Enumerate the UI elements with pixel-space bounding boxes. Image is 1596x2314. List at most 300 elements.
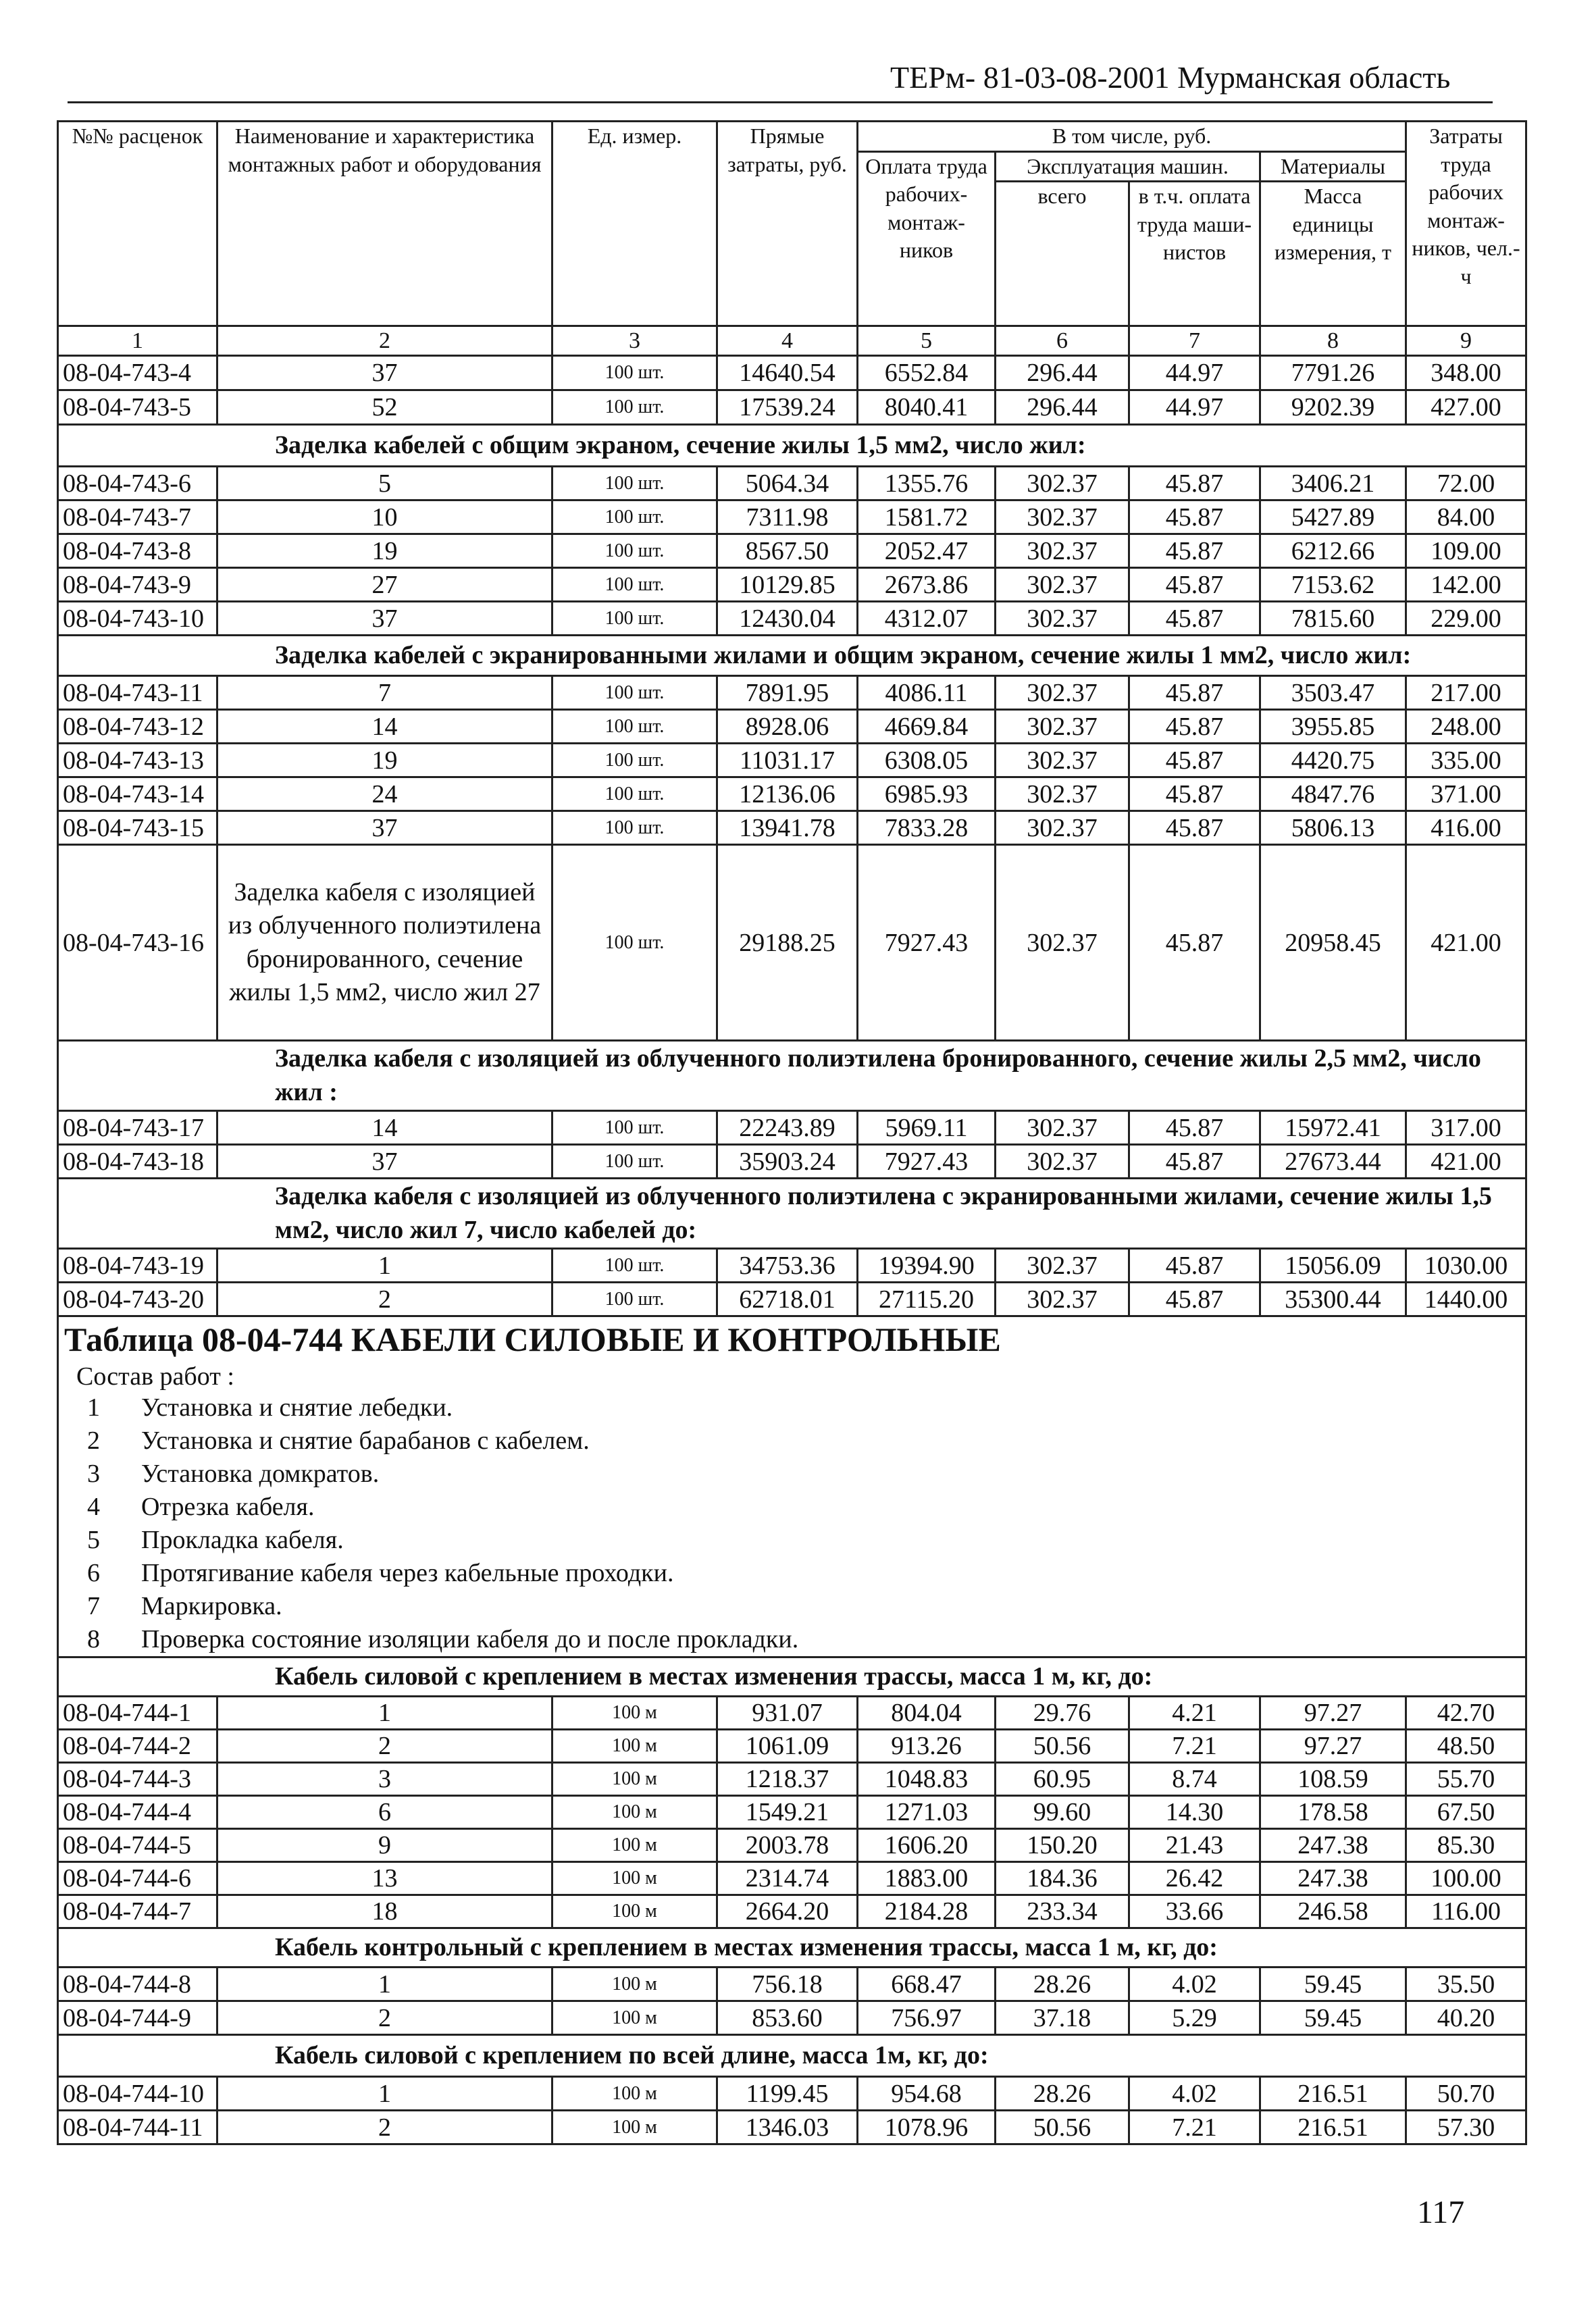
rate-code: 08-04-743-19 xyxy=(58,1249,217,1283)
labor-hours: 142.00 xyxy=(1406,568,1526,602)
materials-cost: 7791.26 xyxy=(1260,356,1406,390)
labor-hours: 50.70 xyxy=(1406,2077,1526,2111)
col-index: 3 xyxy=(552,326,717,356)
col-labor-header: Оплата труда рабочих-монтаж-ников xyxy=(858,151,996,326)
unit: 100 шт. xyxy=(552,356,717,390)
machinist-labor-cost: 8.74 xyxy=(1129,1763,1260,1796)
direct-cost: 35903.24 xyxy=(717,1145,858,1179)
materials-cost: 97.27 xyxy=(1260,1730,1406,1763)
machine-cost: 29.76 xyxy=(996,1697,1129,1730)
rate-code: 08-04-743-11 xyxy=(58,676,217,710)
materials-cost: 216.51 xyxy=(1260,2111,1406,2144)
table-row xyxy=(58,777,1526,811)
materials-cost: 35300.44 xyxy=(1260,1283,1406,1316)
machinist-labor-cost: 7.21 xyxy=(1129,1730,1260,1763)
section-title: Кабель силовой с креплением в местах изменения трассы, масса 1 м, кг, до: xyxy=(58,1657,1526,1697)
section-title: Заделка кабеля с изоляцией из облученного полиэтилена с экранированными жилами, сечение жилы 1,5 мм2, число жил 7, число кабелей до: xyxy=(58,1179,1526,1249)
work-description: 37 xyxy=(217,356,552,390)
materials-cost: 59.45 xyxy=(1260,1968,1406,2001)
table-row xyxy=(58,602,1526,636)
machinist-labor-cost: 26.42 xyxy=(1129,1862,1260,1895)
labor-cost: 913.26 xyxy=(858,1730,996,1763)
machinist-labor-cost: 45.87 xyxy=(1129,1111,1260,1145)
unit: 100 шт. xyxy=(552,500,717,534)
unit: 100 шт. xyxy=(552,390,717,425)
labor-hours: 42.70 xyxy=(1406,1697,1526,1730)
col-mass-header: Масса единицы измерения, т xyxy=(1260,182,1406,326)
work-description: 1 xyxy=(217,1697,552,1730)
section-title: Заделка кабеля с изоляцией из облученного полиэтилена бронированного, сечение жилы 2,5 мм2, число жил : xyxy=(58,1041,1526,1111)
col-index: 6 xyxy=(996,326,1129,356)
machine-cost: 302.37 xyxy=(996,676,1129,710)
machine-cost: 302.37 xyxy=(996,1145,1129,1179)
rate-code: 08-04-743-10 xyxy=(58,602,217,636)
labor-hours: 229.00 xyxy=(1406,602,1526,636)
materials-cost: 4420.75 xyxy=(1260,744,1406,777)
work-step-number: 8 xyxy=(87,1625,100,1654)
table-row xyxy=(58,1730,1526,1763)
section-title: Кабель контрольный с креплением в местах изменения трассы, масса 1 м, кг, до: xyxy=(58,1928,1526,1968)
work-description: 37 xyxy=(217,1145,552,1179)
work-description: 2 xyxy=(217,1283,552,1316)
labor-cost: 954.68 xyxy=(858,2077,996,2111)
materials-cost: 4847.76 xyxy=(1260,777,1406,811)
labor-cost: 8040.41 xyxy=(858,390,996,425)
work-step-number: 6 xyxy=(87,1559,100,1588)
unit: 100 м xyxy=(552,1730,717,1763)
table-row xyxy=(58,390,1526,425)
materials-cost: 27673.44 xyxy=(1260,1145,1406,1179)
labor-hours: 317.00 xyxy=(1406,1111,1526,1145)
machine-cost: 302.37 xyxy=(996,1283,1129,1316)
work-description: 27 xyxy=(217,568,552,602)
unit: 100 м xyxy=(552,1763,717,1796)
work-step xyxy=(59,1391,1525,1424)
direct-cost: 2664.20 xyxy=(717,1895,858,1928)
materials-cost: 59.45 xyxy=(1260,2001,1406,2035)
col-hours-header: Затраты труда рабочих монтаж-ников, чел.-ч xyxy=(1406,122,1526,326)
work-description: 14 xyxy=(217,710,552,744)
labor-cost: 4086.11 xyxy=(858,676,996,710)
labor-hours: 248.00 xyxy=(1406,710,1526,744)
rate-code: 08-04-744-11 xyxy=(58,2111,217,2144)
table-row xyxy=(58,2077,1526,2111)
materials-cost: 247.38 xyxy=(1260,1829,1406,1862)
materials-cost: 15972.41 xyxy=(1260,1111,1406,1145)
unit: 100 шт. xyxy=(552,777,717,811)
rate-code: 08-04-744-2 xyxy=(58,1730,217,1763)
work-description: 9 xyxy=(217,1829,552,1862)
unit: 100 м xyxy=(552,1796,717,1829)
direct-cost: 2314.74 xyxy=(717,1862,858,1895)
col-code-header: №№ расценок xyxy=(58,122,217,326)
work-step-number: 5 xyxy=(87,1526,100,1555)
header-row xyxy=(58,122,1526,152)
section-row xyxy=(58,2035,1526,2077)
col-machines-header: Эксплуатация машин. xyxy=(996,151,1260,182)
header-rule xyxy=(68,101,1493,103)
materials-cost: 20958.45 xyxy=(1260,845,1406,1041)
rate-code: 08-04-743-5 xyxy=(58,390,217,425)
machine-cost: 99.60 xyxy=(996,1796,1129,1829)
labor-hours: 57.30 xyxy=(1406,2111,1526,2144)
machine-cost: 50.56 xyxy=(996,2111,1129,2144)
materials-cost: 216.51 xyxy=(1260,2077,1406,2111)
materials-cost: 247.38 xyxy=(1260,1862,1406,1895)
unit: 100 шт. xyxy=(552,1111,717,1145)
work-description: 10 xyxy=(217,500,552,534)
work-description: 37 xyxy=(217,602,552,636)
col-unit-header: Ед. измер. xyxy=(552,122,717,326)
machine-cost: 184.36 xyxy=(996,1862,1129,1895)
machinist-labor-cost: 45.87 xyxy=(1129,568,1260,602)
labor-cost: 6308.05 xyxy=(858,744,996,777)
machinist-labor-cost: 45.87 xyxy=(1129,676,1260,710)
rate-code: 08-04-744-6 xyxy=(58,1862,217,1895)
machinist-labor-cost: 44.97 xyxy=(1129,356,1260,390)
unit: 100 м xyxy=(552,2077,717,2111)
table-row xyxy=(58,1895,1526,1928)
direct-cost: 1218.37 xyxy=(717,1763,858,1796)
table-row xyxy=(58,744,1526,777)
rate-code: 08-04-743-12 xyxy=(58,710,217,744)
rate-code: 08-04-743-7 xyxy=(58,500,217,534)
labor-cost: 7927.43 xyxy=(858,845,996,1041)
machine-cost: 302.37 xyxy=(996,1111,1129,1145)
machine-cost: 302.37 xyxy=(996,500,1129,534)
labor-cost: 804.04 xyxy=(858,1697,996,1730)
machine-cost: 233.34 xyxy=(996,1895,1129,1928)
work-step xyxy=(59,1524,1525,1557)
materials-cost: 246.58 xyxy=(1260,1895,1406,1928)
rate-code: 08-04-744-5 xyxy=(58,1829,217,1862)
col-direct-header: Прямые затраты, руб. xyxy=(717,122,858,326)
direct-cost: 1061.09 xyxy=(717,1730,858,1763)
section-title: Кабель силовой с креплением по всей длине, масса 1м, кг, до: xyxy=(58,2035,1526,2077)
work-description: 2 xyxy=(217,2001,552,2035)
machine-cost: 296.44 xyxy=(996,390,1129,425)
rate-code: 08-04-743-14 xyxy=(58,777,217,811)
direct-cost: 12136.06 xyxy=(717,777,858,811)
labor-cost: 6552.84 xyxy=(858,356,996,390)
work-description: 13 xyxy=(217,1862,552,1895)
work-description: 2 xyxy=(217,2111,552,2144)
labor-hours: 35.50 xyxy=(1406,1968,1526,2001)
work-step-text: Маркировка. xyxy=(141,1592,282,1621)
materials-cost: 7153.62 xyxy=(1260,568,1406,602)
unit: 100 шт. xyxy=(552,602,717,636)
labor-hours: 67.50 xyxy=(1406,1796,1526,1829)
col-machines-total-header: всего xyxy=(996,182,1129,326)
labor-cost: 5969.11 xyxy=(858,1111,996,1145)
work-step xyxy=(59,1491,1525,1524)
work-description: 3 xyxy=(217,1763,552,1796)
labor-hours: 1030.00 xyxy=(1406,1249,1526,1283)
labor-cost: 4312.07 xyxy=(858,602,996,636)
rate-code: 08-04-743-6 xyxy=(58,467,217,500)
work-description: 52 xyxy=(217,390,552,425)
work-description: 18 xyxy=(217,1895,552,1928)
rate-code: 08-04-744-3 xyxy=(58,1763,217,1796)
section-title: Заделка кабелей с экранированными жилами и общим экраном, сечение жилы 1 мм2, число жил: xyxy=(58,636,1526,676)
labor-cost: 7833.28 xyxy=(858,811,996,845)
table-row xyxy=(58,1862,1526,1895)
machine-cost: 150.20 xyxy=(996,1829,1129,1862)
unit: 100 м xyxy=(552,1862,717,1895)
machinist-labor-cost: 14.30 xyxy=(1129,1796,1260,1829)
machine-cost: 50.56 xyxy=(996,1730,1129,1763)
labor-cost: 2052.47 xyxy=(858,534,996,568)
table-row xyxy=(58,1763,1526,1796)
rate-code: 08-04-744-4 xyxy=(58,1796,217,1829)
labor-hours: 335.00 xyxy=(1406,744,1526,777)
machinist-labor-cost: 5.29 xyxy=(1129,2001,1260,2035)
unit: 100 шт. xyxy=(552,568,717,602)
work-step xyxy=(59,1623,1525,1656)
work-step-text: Установка домкратов. xyxy=(141,1460,380,1489)
labor-cost: 19394.90 xyxy=(858,1249,996,1283)
work-step xyxy=(59,1557,1525,1590)
machine-cost: 302.37 xyxy=(996,811,1129,845)
machinist-labor-cost: 45.87 xyxy=(1129,602,1260,636)
work-description: 6 xyxy=(217,1796,552,1829)
work-step-text: Протягивание кабеля через кабельные проходки. xyxy=(141,1559,674,1588)
materials-cost: 3503.47 xyxy=(1260,676,1406,710)
rate-code: 08-04-743-16 xyxy=(58,845,217,1041)
work-description: 19 xyxy=(217,534,552,568)
materials-cost: 178.58 xyxy=(1260,1796,1406,1829)
work-description: 7 xyxy=(217,676,552,710)
table-744-intro xyxy=(58,1316,1526,1657)
materials-cost: 3406.21 xyxy=(1260,467,1406,500)
labor-hours: 116.00 xyxy=(1406,1895,1526,1928)
rate-code: 08-04-743-9 xyxy=(58,568,217,602)
labor-hours: 85.30 xyxy=(1406,1829,1526,1862)
col-index: 7 xyxy=(1129,326,1260,356)
table-row xyxy=(58,811,1526,845)
machine-cost: 37.18 xyxy=(996,2001,1129,2035)
table-title: Таблица 08-04-744 КАБЕЛИ СИЛОВЫЕ И КОНТРОЛЬНЫЕ xyxy=(64,1320,1001,1359)
work-step-text: Проверка состояние изоляции кабеля до и после прокладки. xyxy=(141,1625,799,1654)
rate-code: 08-04-744-10 xyxy=(58,2077,217,2111)
labor-hours: 421.00 xyxy=(1406,845,1526,1041)
work-description: 2 xyxy=(217,1730,552,1763)
unit: 100 м xyxy=(552,1895,717,1928)
col-index: 9 xyxy=(1406,326,1526,356)
rate-code: 08-04-743-13 xyxy=(58,744,217,777)
labor-hours: 40.20 xyxy=(1406,2001,1526,2035)
labor-cost: 1581.72 xyxy=(858,500,996,534)
machine-cost: 302.37 xyxy=(996,602,1129,636)
machinist-labor-cost: 4.21 xyxy=(1129,1697,1260,1730)
work-step-number: 7 xyxy=(87,1592,100,1621)
labor-hours: 55.70 xyxy=(1406,1763,1526,1796)
table-row xyxy=(58,1796,1526,1829)
machinist-labor-cost: 45.87 xyxy=(1129,1249,1260,1283)
col-index: 4 xyxy=(717,326,858,356)
unit: 100 шт. xyxy=(552,811,717,845)
rates-table xyxy=(57,120,1527,2145)
work-description: 24 xyxy=(217,777,552,811)
labor-hours: 371.00 xyxy=(1406,777,1526,811)
machine-cost: 28.26 xyxy=(996,2077,1129,2111)
labor-cost: 1048.83 xyxy=(858,1763,996,1796)
work-step-text: Отрезка кабеля. xyxy=(141,1493,315,1522)
machinist-labor-cost: 45.87 xyxy=(1129,534,1260,568)
col-index: 5 xyxy=(858,326,996,356)
labor-hours: 109.00 xyxy=(1406,534,1526,568)
table-row xyxy=(58,1829,1526,1862)
direct-cost: 1346.03 xyxy=(717,2111,858,2144)
work-description: 14 xyxy=(217,1111,552,1145)
table-row xyxy=(58,2111,1526,2144)
unit: 100 шт. xyxy=(552,467,717,500)
col-name-header: Наименование и характеристика монтажных работ и оборудования xyxy=(217,122,552,326)
table-row xyxy=(58,534,1526,568)
section-row xyxy=(58,1657,1526,1697)
section-row xyxy=(58,1179,1526,1249)
price-tables xyxy=(57,120,1525,2145)
table-row xyxy=(58,568,1526,602)
unit: 100 шт. xyxy=(552,1283,717,1316)
rate-code: 08-04-743-18 xyxy=(58,1145,217,1179)
machinist-labor-cost: 45.87 xyxy=(1129,467,1260,500)
labor-cost: 1883.00 xyxy=(858,1862,996,1895)
machinist-labor-cost: 33.66 xyxy=(1129,1895,1260,1928)
table-row xyxy=(58,1968,1526,2001)
work-step-number: 2 xyxy=(87,1426,100,1456)
unit: 100 шт. xyxy=(552,845,717,1041)
machinist-labor-cost: 45.87 xyxy=(1129,1283,1260,1316)
section-row xyxy=(58,636,1526,676)
direct-cost: 7891.95 xyxy=(717,676,858,710)
labor-cost: 7927.43 xyxy=(858,1145,996,1179)
materials-cost: 7815.60 xyxy=(1260,602,1406,636)
direct-cost: 13941.78 xyxy=(717,811,858,845)
composition-label: Состав работ : xyxy=(76,1362,234,1391)
rate-code: 08-04-743-17 xyxy=(58,1111,217,1145)
rate-code: 08-04-744-9 xyxy=(58,2001,217,2035)
unit: 100 шт. xyxy=(552,676,717,710)
table-744-block xyxy=(58,1316,1526,1657)
rate-code: 08-04-743-20 xyxy=(58,1283,217,1316)
materials-cost: 97.27 xyxy=(1260,1697,1406,1730)
labor-cost: 668.47 xyxy=(858,1968,996,2001)
direct-cost: 34753.36 xyxy=(717,1249,858,1283)
table-row xyxy=(58,845,1526,1041)
work-step-number: 3 xyxy=(87,1460,100,1489)
direct-cost: 2003.78 xyxy=(717,1829,858,1862)
work-step-number: 1 xyxy=(87,1393,100,1422)
unit: 100 м xyxy=(552,2001,717,2035)
labor-cost: 27115.20 xyxy=(858,1283,996,1316)
machinist-labor-cost: 45.87 xyxy=(1129,744,1260,777)
machine-cost: 296.44 xyxy=(996,356,1129,390)
materials-cost: 3955.85 xyxy=(1260,710,1406,744)
machine-cost: 302.37 xyxy=(996,534,1129,568)
labor-hours: 100.00 xyxy=(1406,1862,1526,1895)
work-step-text: Прокладка кабеля. xyxy=(141,1526,344,1555)
rate-code: 08-04-744-7 xyxy=(58,1895,217,1928)
machine-cost: 28.26 xyxy=(996,1968,1129,2001)
page-header: ТЕРм- 81-03-08-2001 Мурманская область xyxy=(890,60,1451,95)
labor-hours: 416.00 xyxy=(1406,811,1526,845)
machinist-labor-cost: 4.02 xyxy=(1129,2077,1260,2111)
machine-cost: 302.37 xyxy=(996,1249,1129,1283)
rate-code: 08-04-744-1 xyxy=(58,1697,217,1730)
rate-code: 08-04-743-15 xyxy=(58,811,217,845)
direct-cost: 22243.89 xyxy=(717,1111,858,1145)
labor-cost: 4669.84 xyxy=(858,710,996,744)
col-index: 1 xyxy=(58,326,217,356)
unit: 100 шт. xyxy=(552,1249,717,1283)
materials-cost: 15056.09 xyxy=(1260,1249,1406,1283)
labor-hours: 84.00 xyxy=(1406,500,1526,534)
work-step xyxy=(59,1424,1525,1458)
table-row xyxy=(58,1249,1526,1283)
machine-cost: 302.37 xyxy=(996,467,1129,500)
labor-cost: 1355.76 xyxy=(858,467,996,500)
labor-cost: 756.97 xyxy=(858,2001,996,2035)
unit: 100 м xyxy=(552,1968,717,2001)
table-row xyxy=(58,1283,1526,1316)
work-step xyxy=(59,1458,1525,1491)
direct-cost: 14640.54 xyxy=(717,356,858,390)
unit: 100 м xyxy=(552,1829,717,1862)
direct-cost: 756.18 xyxy=(717,1968,858,2001)
unit: 100 м xyxy=(552,1697,717,1730)
work-description: 19 xyxy=(217,744,552,777)
materials-cost: 108.59 xyxy=(1260,1763,1406,1796)
direct-cost: 10129.85 xyxy=(717,568,858,602)
work-description: 1 xyxy=(217,1968,552,2001)
labor-hours: 1440.00 xyxy=(1406,1283,1526,1316)
work-step-text: Установка и снятие лебедки. xyxy=(141,1393,453,1422)
rate-code: 08-04-743-4 xyxy=(58,356,217,390)
machinist-labor-cost: 45.87 xyxy=(1129,710,1260,744)
table-row xyxy=(58,500,1526,534)
direct-cost: 7311.98 xyxy=(717,500,858,534)
machinist-labor-cost: 45.87 xyxy=(1129,1145,1260,1179)
machine-cost: 302.37 xyxy=(996,710,1129,744)
section-row xyxy=(58,425,1526,467)
direct-cost: 1199.45 xyxy=(717,2077,858,2111)
materials-cost: 6212.66 xyxy=(1260,534,1406,568)
machine-cost: 302.37 xyxy=(996,845,1129,1041)
machinist-labor-cost: 45.87 xyxy=(1129,500,1260,534)
work-description: 5 xyxy=(217,467,552,500)
page-number: 117 xyxy=(1417,2194,1465,2230)
table-row xyxy=(58,1111,1526,1145)
direct-cost: 5064.34 xyxy=(717,467,858,500)
direct-cost: 931.07 xyxy=(717,1697,858,1730)
labor-cost: 2673.86 xyxy=(858,568,996,602)
work-description: 1 xyxy=(217,1249,552,1283)
unit: 100 шт. xyxy=(552,534,717,568)
col-index: 8 xyxy=(1260,326,1406,356)
work-step-number: 4 xyxy=(87,1493,100,1522)
unit: 100 шт. xyxy=(552,744,717,777)
labor-cost: 1606.20 xyxy=(858,1829,996,1862)
direct-cost: 8928.06 xyxy=(717,710,858,744)
labor-cost: 1271.03 xyxy=(858,1796,996,1829)
section-row xyxy=(58,1928,1526,1968)
direct-cost: 1549.21 xyxy=(717,1796,858,1829)
direct-cost: 17539.24 xyxy=(717,390,858,425)
labor-cost: 6985.93 xyxy=(858,777,996,811)
unit: 100 шт. xyxy=(552,1145,717,1179)
direct-cost: 62718.01 xyxy=(717,1283,858,1316)
